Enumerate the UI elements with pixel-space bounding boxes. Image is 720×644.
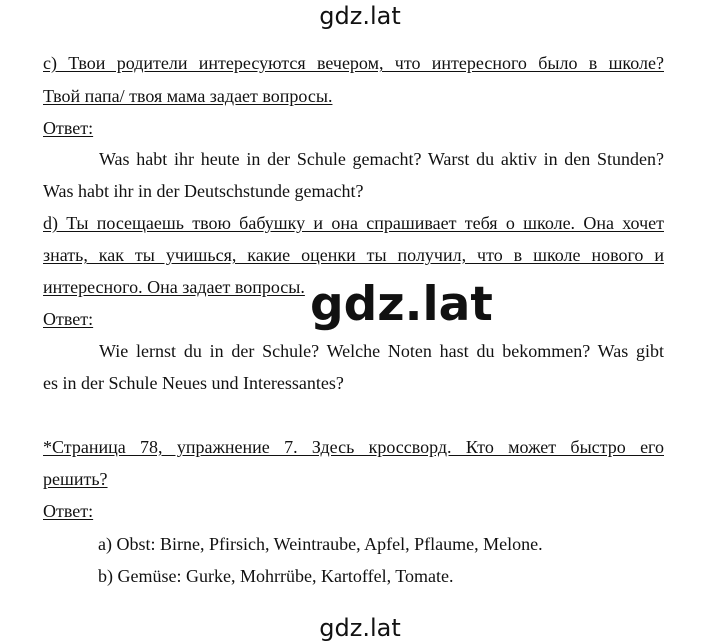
task-d-answer-label: Ответ: <box>43 309 94 329</box>
task-7-answer-item-b: b) Gemüse: Gurke, Mohrrübe, Kartoffel, Tomate. <box>98 566 454 586</box>
task-d-question-line-1: d) Ты посещаешь твою бабушку и она спрашивает тебя о школе. Она хочет <box>43 213 664 233</box>
watermark-bottom: gdz.lat <box>319 614 401 642</box>
task-7-answer-item-a: a) Obst: Birne, Pfirsich, Weintraube, Apfel, Pflaume, Melone. <box>98 534 543 554</box>
task-7-question-line-2: решить? <box>43 469 108 489</box>
watermark-top: gdz.lat <box>319 2 401 30</box>
task-7-question-line-1: *Страница 78, упражнение 7. Здесь кроссворд. Кто может быстро его <box>43 437 664 457</box>
task-c-question-line-2: Твой папа/ твоя мама задает вопросы. <box>43 86 333 106</box>
task-c-question-line-1: c) Твои родители интересуются вечером, что интересного было в школе? <box>43 53 664 73</box>
task-c-answer-line-2: Was habt ihr in der Deutschstunde gemacht? <box>43 181 364 201</box>
task-d-answer-line-2: es in der Schule Neues und Interessantes? <box>43 373 344 393</box>
watermark-center: gdz.lat <box>310 277 493 332</box>
task-d-question-line-2: знать, как ты учишься, какие оценки ты получил, что в школе нового и <box>43 245 664 265</box>
task-7-answer-label: Ответ: <box>43 501 94 521</box>
task-c-answer-label: Ответ: <box>43 118 94 138</box>
task-d-answer-line-1: Wie lernst du in der Schule? Welche Noten hast du bekommen? Was gibt <box>99 341 664 361</box>
task-d-question-line-3: интересного. Она задает вопросы. <box>43 277 305 297</box>
task-c-answer-line-1: Was habt ihr heute in der Schule gemacht? Warst du aktiv in den Stunden? <box>99 149 664 169</box>
